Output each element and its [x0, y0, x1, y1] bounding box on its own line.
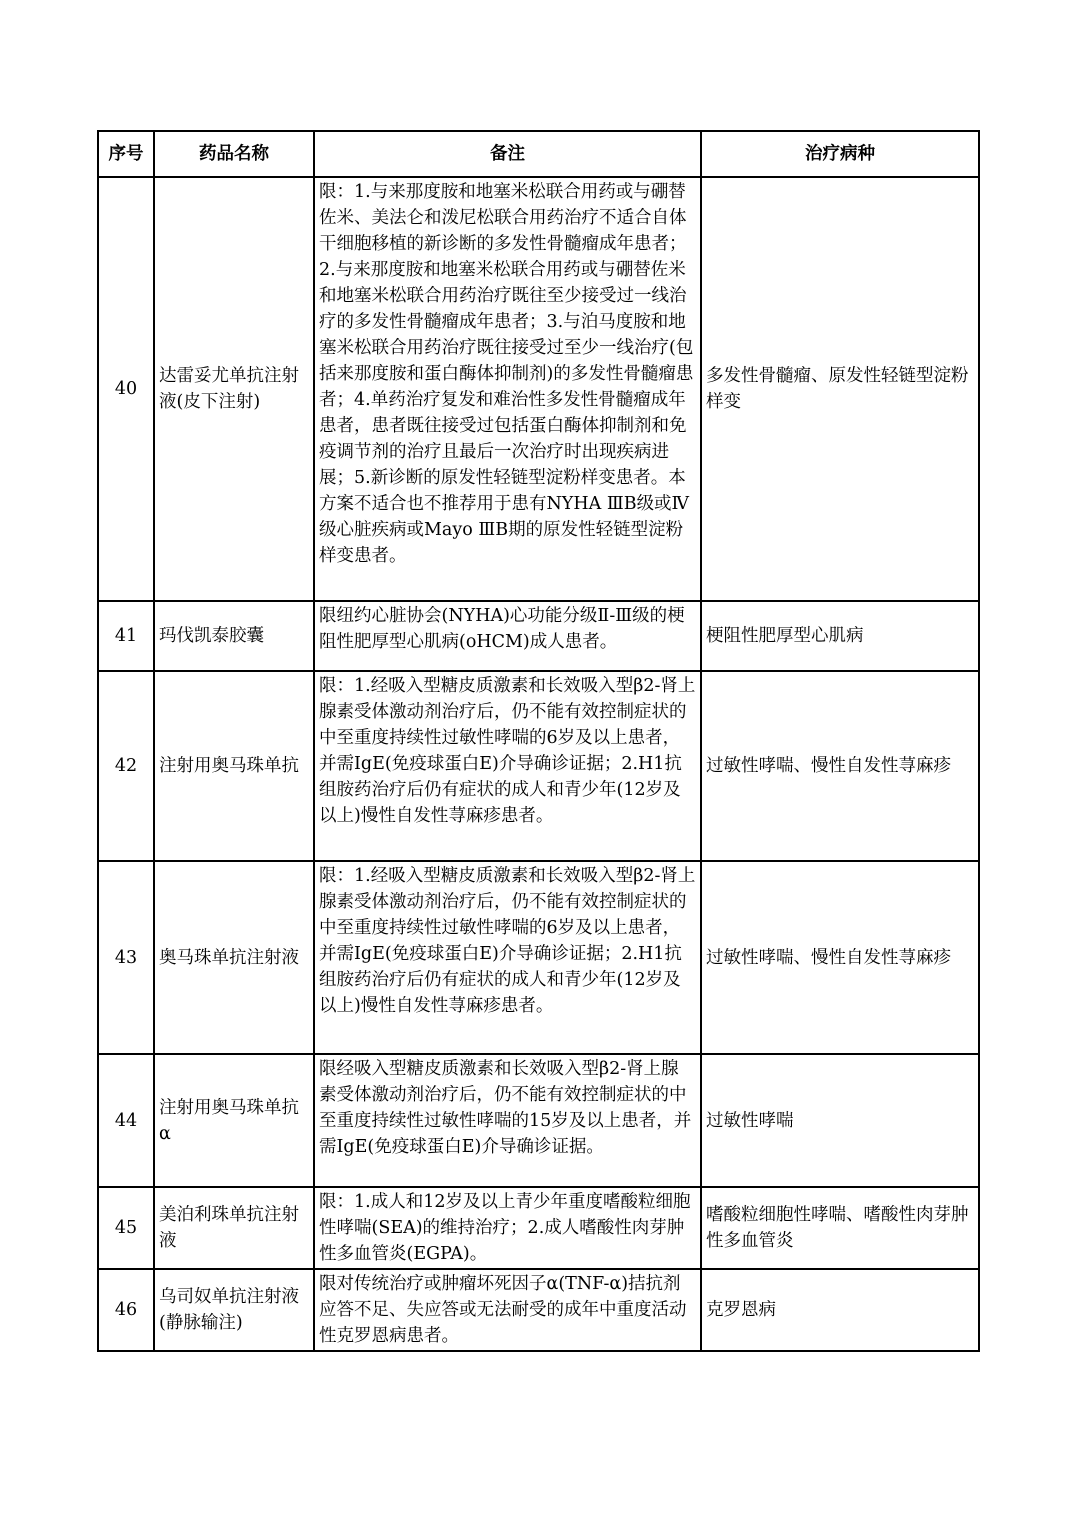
drug-table — [97, 130, 980, 1352]
table-header-row — [98, 131, 979, 177]
drug-note: 限对传统治疗或肿瘤坏死因子α(TNF-α)拮抗剂应答不足、失应答或无法耐受的成年中重度活动性克罗恩病患者。 — [314, 1269, 701, 1351]
row-number: 42 — [98, 671, 154, 861]
table-row — [98, 861, 979, 1054]
disease-name: 嗜酸粒细胞性哮喘、嗜酸性肉芽肿性多血管炎 — [701, 1187, 979, 1269]
row-number: 45 — [98, 1187, 154, 1269]
row-number: 41 — [98, 601, 154, 671]
drug-note: 限：1.成人和12岁及以上青少年重度嗜酸粒细胞性哮喘(SEA)的维持治疗；2.成人嗜酸性肉芽肿性多血管炎(EGPA)。 — [314, 1187, 701, 1269]
header-name: 药品名称 — [154, 131, 314, 177]
header-disease: 治疗病种 — [701, 131, 979, 177]
disease-name: 克罗恩病 — [701, 1269, 979, 1351]
drug-note: 限：1.经吸入型糖皮质激素和长效吸入型β2-肾上腺素受体激动剂治疗后，仍不能有效控制症状的中至重度持续性过敏性哮喘的6岁及以上患者，并需IgE(免疫球蛋白E)介导确诊证据；2.H1抗组胺药治疗后仍有症状的成人和青少年(12岁及以上)慢性自发性荨麻疹患者。 — [314, 671, 701, 861]
row-number: 46 — [98, 1269, 154, 1351]
drug-note: 限纽约心脏协会(NYHA)心功能分级Ⅱ-Ⅲ级的梗阻性肥厚型心肌病(oHCM)成人患者。 — [314, 601, 701, 671]
header-num: 序号 — [98, 131, 154, 177]
disease-name: 过敏性哮喘、慢性自发性荨麻疹 — [701, 861, 979, 1054]
table-row — [98, 1187, 979, 1269]
table-row — [98, 177, 979, 601]
drug-name: 乌司奴单抗注射液(静脉输注) — [154, 1269, 314, 1351]
drug-note: 限经吸入型糖皮质激素和长效吸入型β2-肾上腺素受体激动剂治疗后，仍不能有效控制症状的中至重度持续性过敏性哮喘的15岁及以上患者，并需IgE(免疫球蛋白E)介导确诊证据。 — [314, 1054, 701, 1187]
drug-name: 达雷妥尤单抗注射液(皮下注射) — [154, 177, 314, 601]
table-row — [98, 1269, 979, 1351]
drug-name: 美泊利珠单抗注射液 — [154, 1187, 314, 1269]
table-row — [98, 671, 979, 861]
drug-note: 限：1.经吸入型糖皮质激素和长效吸入型β2-肾上腺素受体激动剂治疗后，仍不能有效控制症状的中至重度持续性过敏性哮喘的6岁及以上患者，并需IgE(免疫球蛋白E)介导确诊证据；2.H1抗组胺药治疗后仍有症状的成人和青少年(12岁及以上)慢性自发性荨麻疹患者。 — [314, 861, 701, 1054]
table-row — [98, 601, 979, 671]
disease-name: 过敏性哮喘、慢性自发性荨麻疹 — [701, 671, 979, 861]
header-note: 备注 — [314, 131, 701, 177]
row-number: 43 — [98, 861, 154, 1054]
drug-name: 注射用奥马珠单抗α — [154, 1054, 314, 1187]
row-number: 40 — [98, 177, 154, 601]
table-row — [98, 1054, 979, 1187]
drug-note: 限：1.与来那度胺和地塞米松联合用药或与硼替佐米、美法仑和泼尼松联合用药治疗不适合自体干细胞移植的新诊断的多发性骨髓瘤成年患者；2.与来那度胺和地塞米松联合用药或与硼替佐米和地塞米松联合用药治疗既往至少接受过一线治疗的多发性骨髓瘤成年患者；3.与泊马度胺和地塞米松联合用药治疗既往接受过至少一线治疗(包括来那度胺和蛋白酶体抑制剂)的多发性骨髓瘤患者；4.单药治疗复发和难治性多发性骨髓瘤成年患者，患者既往接受过包括蛋白酶体抑制剂和免疫调节剂的治疗且最后一次治疗时出现疾病进展；5.新诊断的原发性轻链型淀粉样变患者。本方案不适合也不推荐用于患有NYHA ⅢB级或Ⅳ级心脏疾病或Mayo ⅢB期的原发性轻链型淀粉样变患者。 — [314, 177, 701, 601]
drug-name: 奥马珠单抗注射液 — [154, 861, 314, 1054]
disease-name: 梗阻性肥厚型心肌病 — [701, 601, 979, 671]
drug-name: 玛伐凯泰胶囊 — [154, 601, 314, 671]
disease-name: 多发性骨髓瘤、原发性轻链型淀粉样变 — [701, 177, 979, 601]
drug-name: 注射用奥马珠单抗 — [154, 671, 314, 861]
disease-name: 过敏性哮喘 — [701, 1054, 979, 1187]
row-number: 44 — [98, 1054, 154, 1187]
